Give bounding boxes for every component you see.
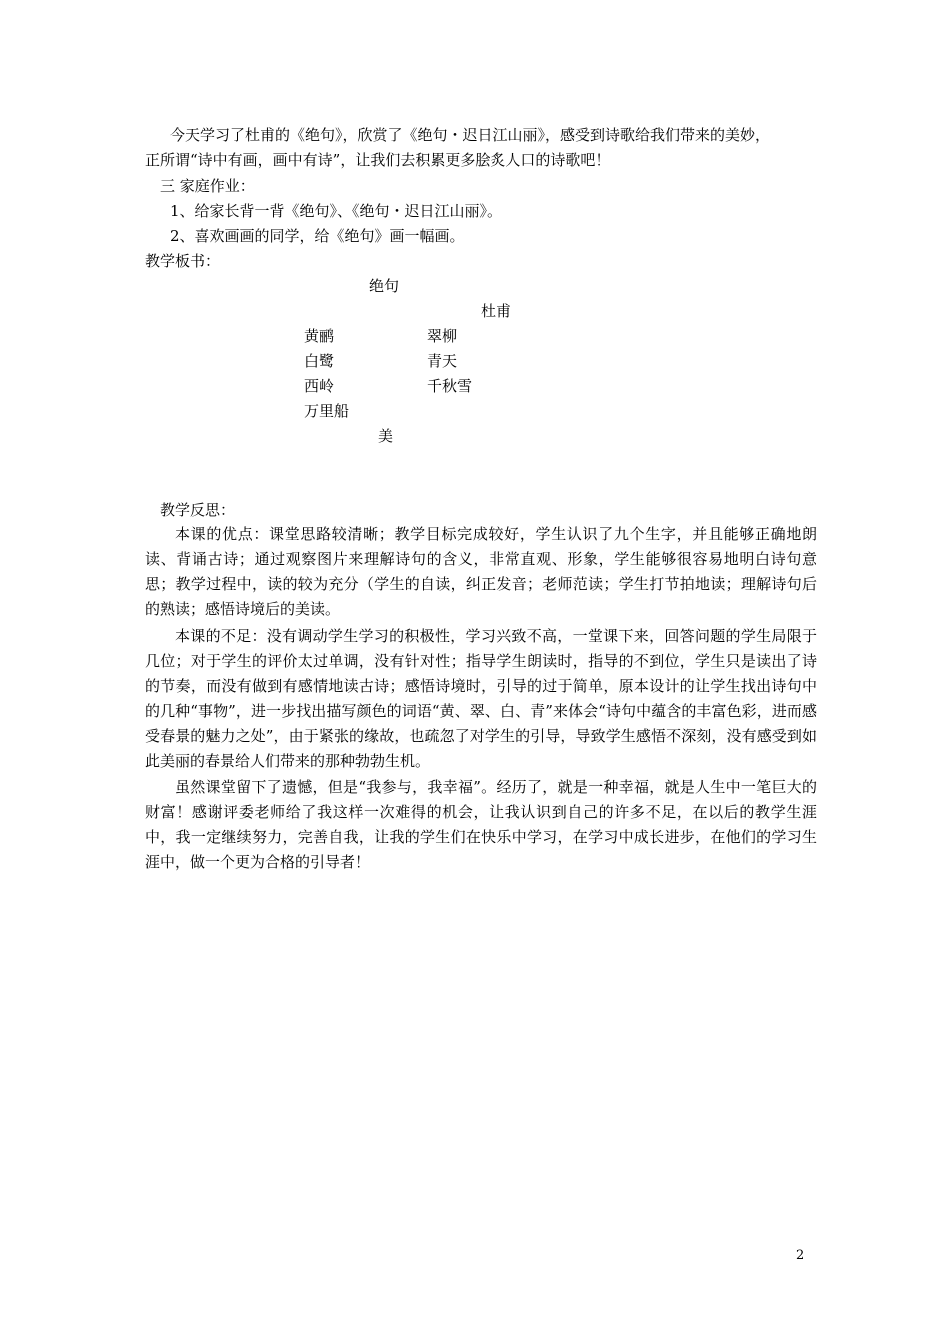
board-left-item: 万里船 xyxy=(304,402,350,420)
reflection-strengths-paragraph: 本课的优点：课堂思路较清晰；教学目标完成较好，学生认识了九个生字，并且能够正确地朗读、背诵古诗；通过观察图片来理解诗句的含义，非常直观、形象，学生能够很容易地明白诗句意思；教学过程中，读的较为充分（学生的自读，纠正发音；老师范读；学生打节拍地读；理解诗句后的熟读；感悟诗境后的美读。 xyxy=(145,525,817,618)
reflection-weaknesses-paragraph: 本课的不足：没有调动学生学习的积极性，学习兴致不高，一堂课下来，回答问题的学生局限于几位；对于学生的评价太过单调，没有针对性；指导学生朗读时，指导的不到位，学生只是读出了诗的节奏，而没有做到有感情地读古诗；感悟诗境时，引导的过于简单，原本设计的让学生找出诗句中的几种“事物”，进一步找出描写颜色的词语“黄、翠、白、青”来体会“诗句中蕴含的丰富色彩，进而感受春景的魅力之处”，由于紧张的缘故，也疏忽了对学生的引导，导致学生感悟不深刻，没有感受到如此美丽的春景给人们带来的那种勃勃生机。 xyxy=(145,627,817,770)
reflection-heading: 教学反思： xyxy=(160,501,236,519)
board-left-item: 黄鹂 xyxy=(304,327,335,345)
intro-line-2: 正所谓“诗中有画，画中有诗”，让我们去积累更多脍炙人口的诗歌吧！ xyxy=(145,151,611,169)
board-left-item: 白鹭 xyxy=(304,352,335,370)
board-right-item: 翠柳 xyxy=(427,327,458,345)
board-author: 杜甫 xyxy=(481,302,512,320)
reflection-closing-paragraph: 虽然课堂留下了遗憾，但是“我参与，我幸福”。经历了，就是一种幸福，就是人生中一笔巨大的财富！感谢评委老师给了我这样一次难得的机会，让我认识到自己的许多不足，在以后的教学生涯中，我一定继续努力，完善自我，让我的学生们在快乐中学习，在学习中成长进步，在他们的学习生涯中，做一个更为合格的引导者！ xyxy=(145,778,817,871)
homework-heading: 三 家庭作业： xyxy=(160,177,255,195)
board-bottom: 美 xyxy=(378,427,394,445)
board-right-item: 千秋雪 xyxy=(427,377,473,395)
intro-line-1: 今天学习了杜甫的《绝句》，欣赏了《绝句・迟日江山丽》，感受到诗歌给我们带来的美妙， xyxy=(170,126,771,144)
board-heading: 教学板书： xyxy=(145,252,221,270)
page-number: 2 xyxy=(796,1248,805,1263)
board-right-item: 青天 xyxy=(427,352,458,370)
homework-item-2: 2、喜欢画画的同学，给《绝句》画一幅画。 xyxy=(170,227,465,245)
board-title: 绝句 xyxy=(369,277,400,295)
homework-item-1: 1、给家长背一背《绝句》、《绝句・迟日江山丽》。 xyxy=(170,202,503,220)
board-left-item: 西岭 xyxy=(304,377,335,395)
